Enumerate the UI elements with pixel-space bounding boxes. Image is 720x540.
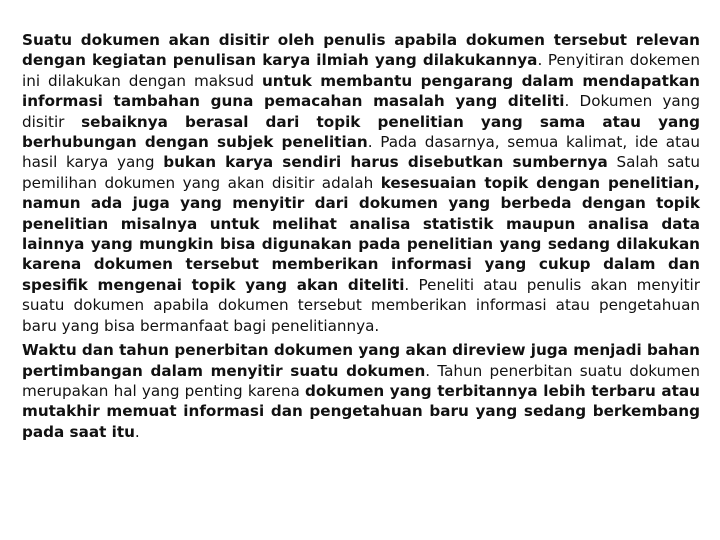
body-text: . Peneliti atau penulis akan menyitir suatu dokumen apabila dokumen tersebut memberikan informasi atau pengetahuan baru yang bisa bermanfaat bagi penelitiannya. — [22, 275, 700, 335]
document-page — [22, 30, 700, 442]
bold-text: sebaiknya berasal dari topik penelitian yang sama atau yang berhubungan dengan subjek penelitian — [22, 112, 700, 152]
paragraph-1 — [22, 30, 700, 336]
bold-text: dokumen yang terbitannya lebih terbaru atau mutakhir memuat informasi dan pengetahuan baru yang sedang berkembang pada saat itu — [22, 381, 700, 441]
bold-text: Waktu dan tahun penerbitan dokumen yang akan direview juga menjadi bahan pertimbangan dalam menyitir suatu dokumen — [22, 341, 700, 380]
bold-text: untuk membantu pengarang dalam mendapatkan informasi tambahan guna pemacahan masalah yang diteliti — [22, 71, 700, 111]
body-text: . Pada dasarnya, semua kalimat, ide atau hasil karya yang — [22, 133, 700, 172]
paragraph-2 — [22, 340, 700, 442]
bold-text: bukan karya sendiri harus disebutkan sumbernya — [163, 153, 608, 172]
body-text: . Dokumen yang disitir — [22, 92, 701, 131]
body-text: Salah satu pemilihan dokumen yang akan disitir adalah — [22, 153, 700, 192]
body-text: . Penyitiran dokemen ini dilakukan dengan maksud — [22, 51, 701, 90]
bold-text: Suatu dokumen akan disitir oleh penulis apabila dokumen tersebut relevan dengan kegiatan penulisan karya ilmiah yang dilakukannya — [22, 31, 700, 70]
body-text: . Tahun penerbitan suatu dokumen merupakan hal yang penting karena — [22, 361, 700, 400]
bold-text: kesesuaian topik dengan penelitian, namun ada juga yang menyitir dari dokumen yang berbeda dengan topik penelitian misalnya untuk melihat analisa statistik maupun analisa data lainnya yang mungkin bisa digunakan pada penelitian yang sedang dilakukan karena dokumen tersebut memberikan informasi yang cukup dalam dan spesifik mengenai topik yang akan diteliti — [22, 173, 700, 294]
body-text: . — [134, 422, 140, 441]
